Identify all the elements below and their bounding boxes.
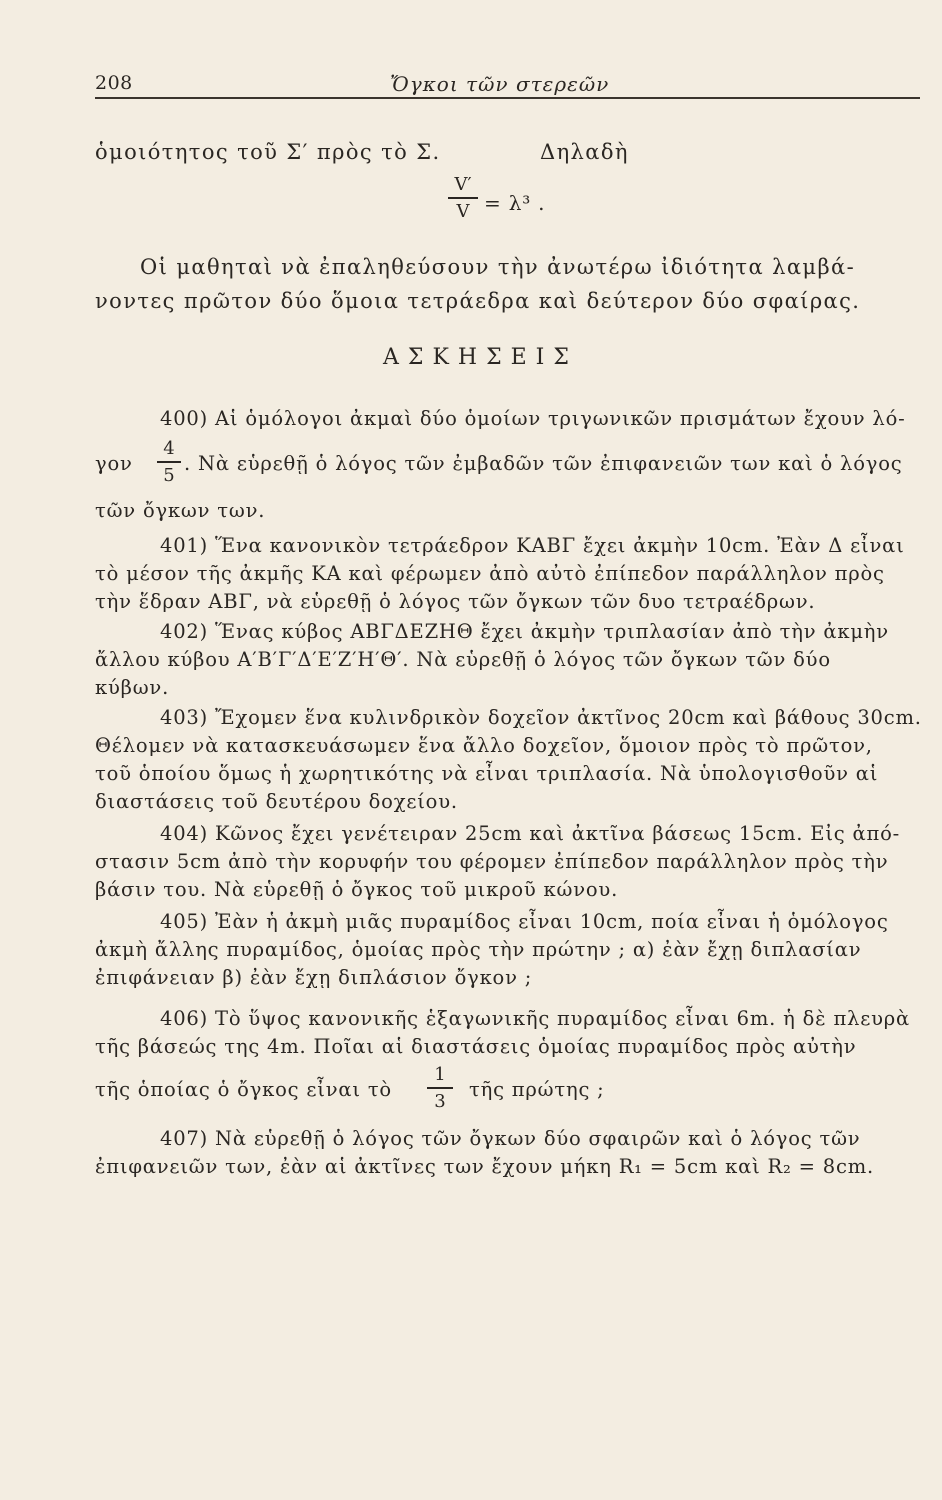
exercise-403-line-4: διαστάσεις τοῦ δευτέρου δοχείου. <box>95 790 458 813</box>
exercise-402-line-1: 402) Ἕνας κύβος ΑΒΓΔΕΖΗΘ ἔχει ἀκμὴν τριπλασίαν ἀπὸ τὴν ἀκμὴν <box>160 620 889 643</box>
exercise-400-line-3: τῶν ὄγκων των. <box>95 499 266 522</box>
exercise-407-line-2: ἐπιφανειῶν των, ἐὰν αἱ ἀκτῖνες των ἔχουν μήκη R₁ = 5cm καὶ R₂ = 8cm. <box>95 1155 875 1178</box>
exercise-400-denominator: 5 <box>163 464 175 486</box>
page-number: 208 <box>95 72 133 94</box>
exercise-401-line-3: τὴν ἕδραν ΑΒΓ, νὰ εὑρεθῇ ὁ λόγος τῶν ὄγκων τῶν δυο τετραέδρων. <box>95 590 816 613</box>
exercise-403-line-3: τοῦ ὁποίου ὅμως ἡ χωρητικότης νὰ εἶναι τριπλασία. Νὰ ὑπολογισθοῦν αἱ <box>95 762 879 785</box>
exercise-402-line-2: ἄλλου κύβου Α′Β′Γ′Δ′Ε′Ζ′Η′Θ′. Νὰ εὑρεθῇ ὁ λόγος τῶν ὄγκων τῶν δύο <box>95 648 831 671</box>
exercise-400-line-2a: γον <box>95 452 133 475</box>
exercise-405-line-2: ἀκμὴ ἄλλης πυραμίδος, ὁμοίας πρὸς τὴν πρώτην ; α) ἐὰν ἔχῃ διπλασίαν <box>95 938 862 961</box>
exercise-407-line-1: 407) Νὰ εὑρεθῇ ὁ λόγος τῶν ὄγκων δύο σφαιρῶν καὶ ὁ λόγος τῶν <box>160 1127 861 1150</box>
exercise-403-line-1: 403) Ἔχομεν ἕνα κυλινδρικὸν δοχεῖον ἀκτῖνος 20cm καὶ βάθους 30cm. <box>160 706 922 729</box>
exercise-405-line-3: ἐπιφάνειαν β) ἐὰν ἔχῃ διπλάσιον ὄγκον ; <box>95 966 533 989</box>
exercise-404-line-3: βάσιν του. Νὰ εὑρεθῇ ὁ ὄγκος τοῦ μικροῦ κώνου. <box>95 878 619 901</box>
exercise-402-line-3: κύβων. <box>95 676 170 699</box>
exercise-406-numerator: 1 <box>434 1064 446 1085</box>
intro-line-1-right: Δηλαδὴ <box>540 140 629 164</box>
exercise-406-line-3b: τῆς πρώτης ; <box>469 1078 605 1101</box>
exercise-401-line-2: τὸ μέσον τῆς ἀκμῆς ΚΑ καὶ φέρωμεν ἀπὸ αὐτὸ ἐπίπεδον παράλληλον πρὸς <box>95 562 885 585</box>
exercise-404-line-2: στασιν 5cm ἀπὸ τὴν κορυφήν του φέρομεν ἐπίπεδον παράλληλον πρὸς τὴν <box>95 850 889 873</box>
running-title: Ὄγκοι τῶν στερεῶν <box>390 72 610 96</box>
exercise-403-line-2: Θέλομεν νὰ κατασκευάσωμεν ἕνα ἄλλο δοχεῖον, ὅμοιον πρὸς τὸ πρῶτον, <box>95 734 873 757</box>
exercise-406-denominator: 3 <box>434 1090 446 1112</box>
section-heading: ΑΣΚΗΣΕΙΣ <box>383 345 578 370</box>
exercise-400-line-1: 400) Αἱ ὁμόλογοι ἀκμαὶ δύο ὁμοίων τριγωνικῶν πρισμάτων ἔχουν λό- <box>160 407 906 430</box>
formula-numerator: V′ <box>454 174 472 195</box>
exercise-406-line-2: τῆς βάσεώς της 4m. Ποῖαι αἱ διαστάσεις ὁμοίας πυραμίδος πρὸς αὐτὴν <box>95 1035 857 1058</box>
formula-rhs: = λ³ . <box>484 191 546 215</box>
exercise-406-fraction <box>427 1064 453 1112</box>
intro-line-1: ὁμοιότητος τοῦ Σ′ πρὸς τὸ Σ. <box>95 140 441 164</box>
exercise-405-line-1: 405) Ἐὰν ἡ ἀκμὴ μιᾶς πυραμίδος εἶναι 10cm, ποία εἶναι ἡ ὁμόλογος <box>160 910 889 933</box>
exercise-401-line-1: 401) Ἕνα κανονικὸν τετράεδρον ΚΑΒΓ ἔχει ἀκμὴν 10cm. Ἐὰν Δ εἶναι <box>160 534 905 557</box>
intro-line-2: Οἱ μαθηταὶ νὰ ἐπαληθεύσουν τὴν ἀνωτέρω ἰδιότητα λαμβά- <box>140 255 856 279</box>
page-header <box>95 72 920 100</box>
exercise-406-line-3a: τῆς ὁποίας ὁ ὄγκος εἶναι τὸ <box>95 1078 392 1101</box>
header-rule <box>95 97 920 99</box>
formula-fraction <box>448 174 478 222</box>
formula-denominator: V <box>456 200 470 222</box>
exercise-404-line-1: 404) Κῶνος ἔχει γενέτειραν 25cm καὶ ἀκτῖνα βάσεως 15cm. Εἰς ἀπό- <box>160 822 901 845</box>
exercise-406-line-1: 406) Τὸ ὕψος κανονικῆς ἑξαγωνικῆς πυραμίδος εἶναι 6m. ἡ δὲ πλευρὰ <box>160 1007 911 1030</box>
intro-line-3: νοντες πρῶτον δύο ὅμοια τετράεδρα καὶ δεύτερον δύο σφαίρας. <box>95 289 861 313</box>
exercise-400-fraction <box>157 438 181 486</box>
exercise-400-numerator: 4 <box>163 438 175 459</box>
exercise-400-line-2b: . Νὰ εὑρεθῇ ὁ λόγος τῶν ἐμβαδῶν τῶν ἐπιφανειῶν των καὶ ὁ λόγος <box>184 452 903 475</box>
